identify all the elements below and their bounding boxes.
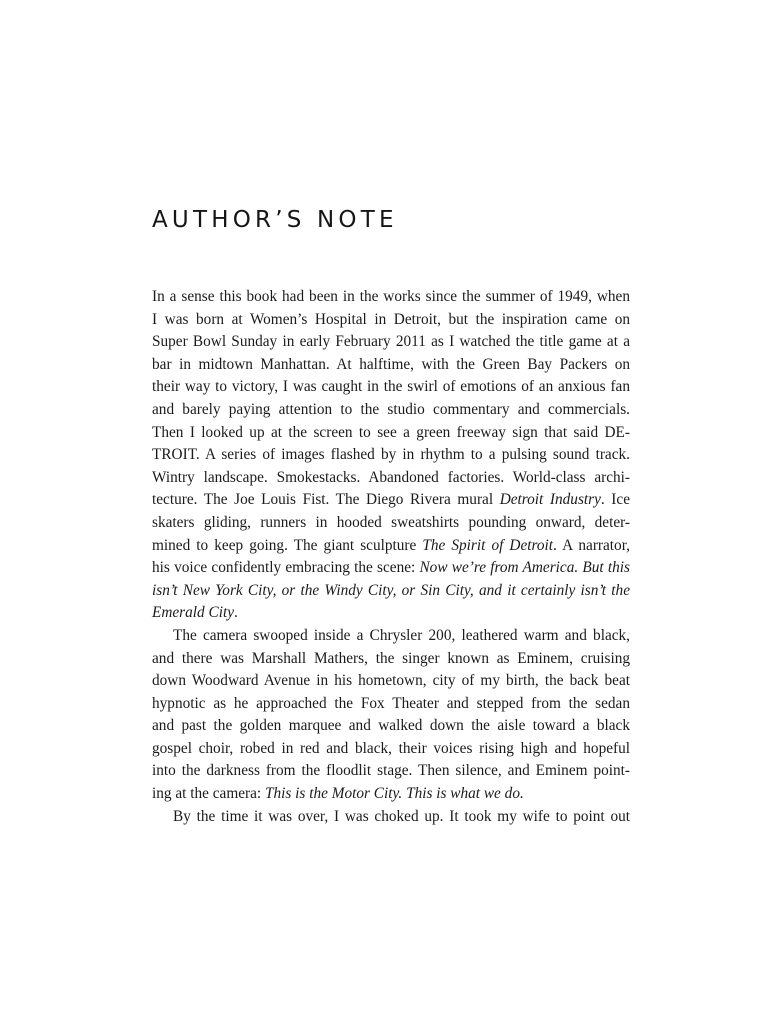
text-line: mined to keep going. The giant sculpture The Spirit of Detroit. A narrator, [152, 536, 630, 554]
italic-quote: Now we’re from America. But this [419, 559, 630, 577]
text-line: Emerald City. [152, 604, 238, 622]
text-line: and there was Marshall Mathers, the singer known as Eminem, cruising [152, 649, 630, 667]
italic-quote: Emerald City [152, 604, 234, 622]
text-line: bar in midtown Manhattan. At halftime, with the Green Bay Packers on [152, 355, 630, 373]
text-line [152, 580, 630, 603]
text-line: Super Bowl Sunday in early February 2011 as I watched the title game at a [152, 333, 630, 351]
body-text [152, 286, 630, 828]
text-line: into the darkness from the floodlit stage. Then silence, and Eminem point- [152, 762, 630, 780]
text-line: In a sense this book had been in the works since the summer of 1949, when [152, 288, 630, 305]
page-title: AUTHOR’S NOTE [152, 207, 398, 233]
text-line: TROIT. A series of images flashed by in rhythm to a pulsing sound track. [152, 446, 630, 464]
italic-quote: isn’t New York City, or the Windy City, or Sin City, and it certainly isn’t the [152, 581, 630, 599]
text-line: down Woodward Avenue in his hometown, city of my birth, the back beat [152, 672, 630, 690]
text-line: ing at the camera: This is the Motor City. This is what we do. [152, 785, 524, 803]
text-line: By the time it was over, I was choked up. It took my wife to point out [173, 807, 630, 825]
text-line: tecture. The Joe Louis Fist. The Diego Rivera mural Detroit Industry. Ice [152, 491, 630, 509]
text-line: Then I looked up at the screen to see a green freeway sign that said DE- [152, 423, 630, 441]
text-line: skaters gliding, runners in hooded sweatshirts pounding onward, deter- [152, 513, 630, 531]
text-line: hypnotic as he approached the Fox Theater and stepped from the sedan [152, 694, 630, 712]
text-line: his voice confidently embracing the scene: Now we’re from America. But this [152, 559, 630, 577]
italic-title: The Spirit of Detroit [422, 536, 554, 554]
italic-title: Detroit Industry [499, 491, 601, 509]
text-line: Wintry landscape. Smokestacks. Abandoned factories. World-class archi- [152, 468, 630, 486]
text-line: gospel choir, robed in red and black, their voices rising high and hopeful [152, 739, 630, 757]
text-line: The camera swooped inside a Chrysler 200, leathered warm and black, [173, 626, 630, 644]
text-line: and barely paying attention to the studio commentary and commercials. [152, 400, 630, 418]
text-line: and past the golden marquee and walked down the aisle toward a black [152, 717, 630, 735]
text-line: I was born at Women’s Hospital in Detroit, but the inspiration came on [152, 310, 630, 328]
italic-quote: This is the Motor City. This is what we do. [264, 785, 524, 803]
text-line: their way to victory, I was caught in the swirl of emotions of an anxious fan [152, 378, 630, 396]
